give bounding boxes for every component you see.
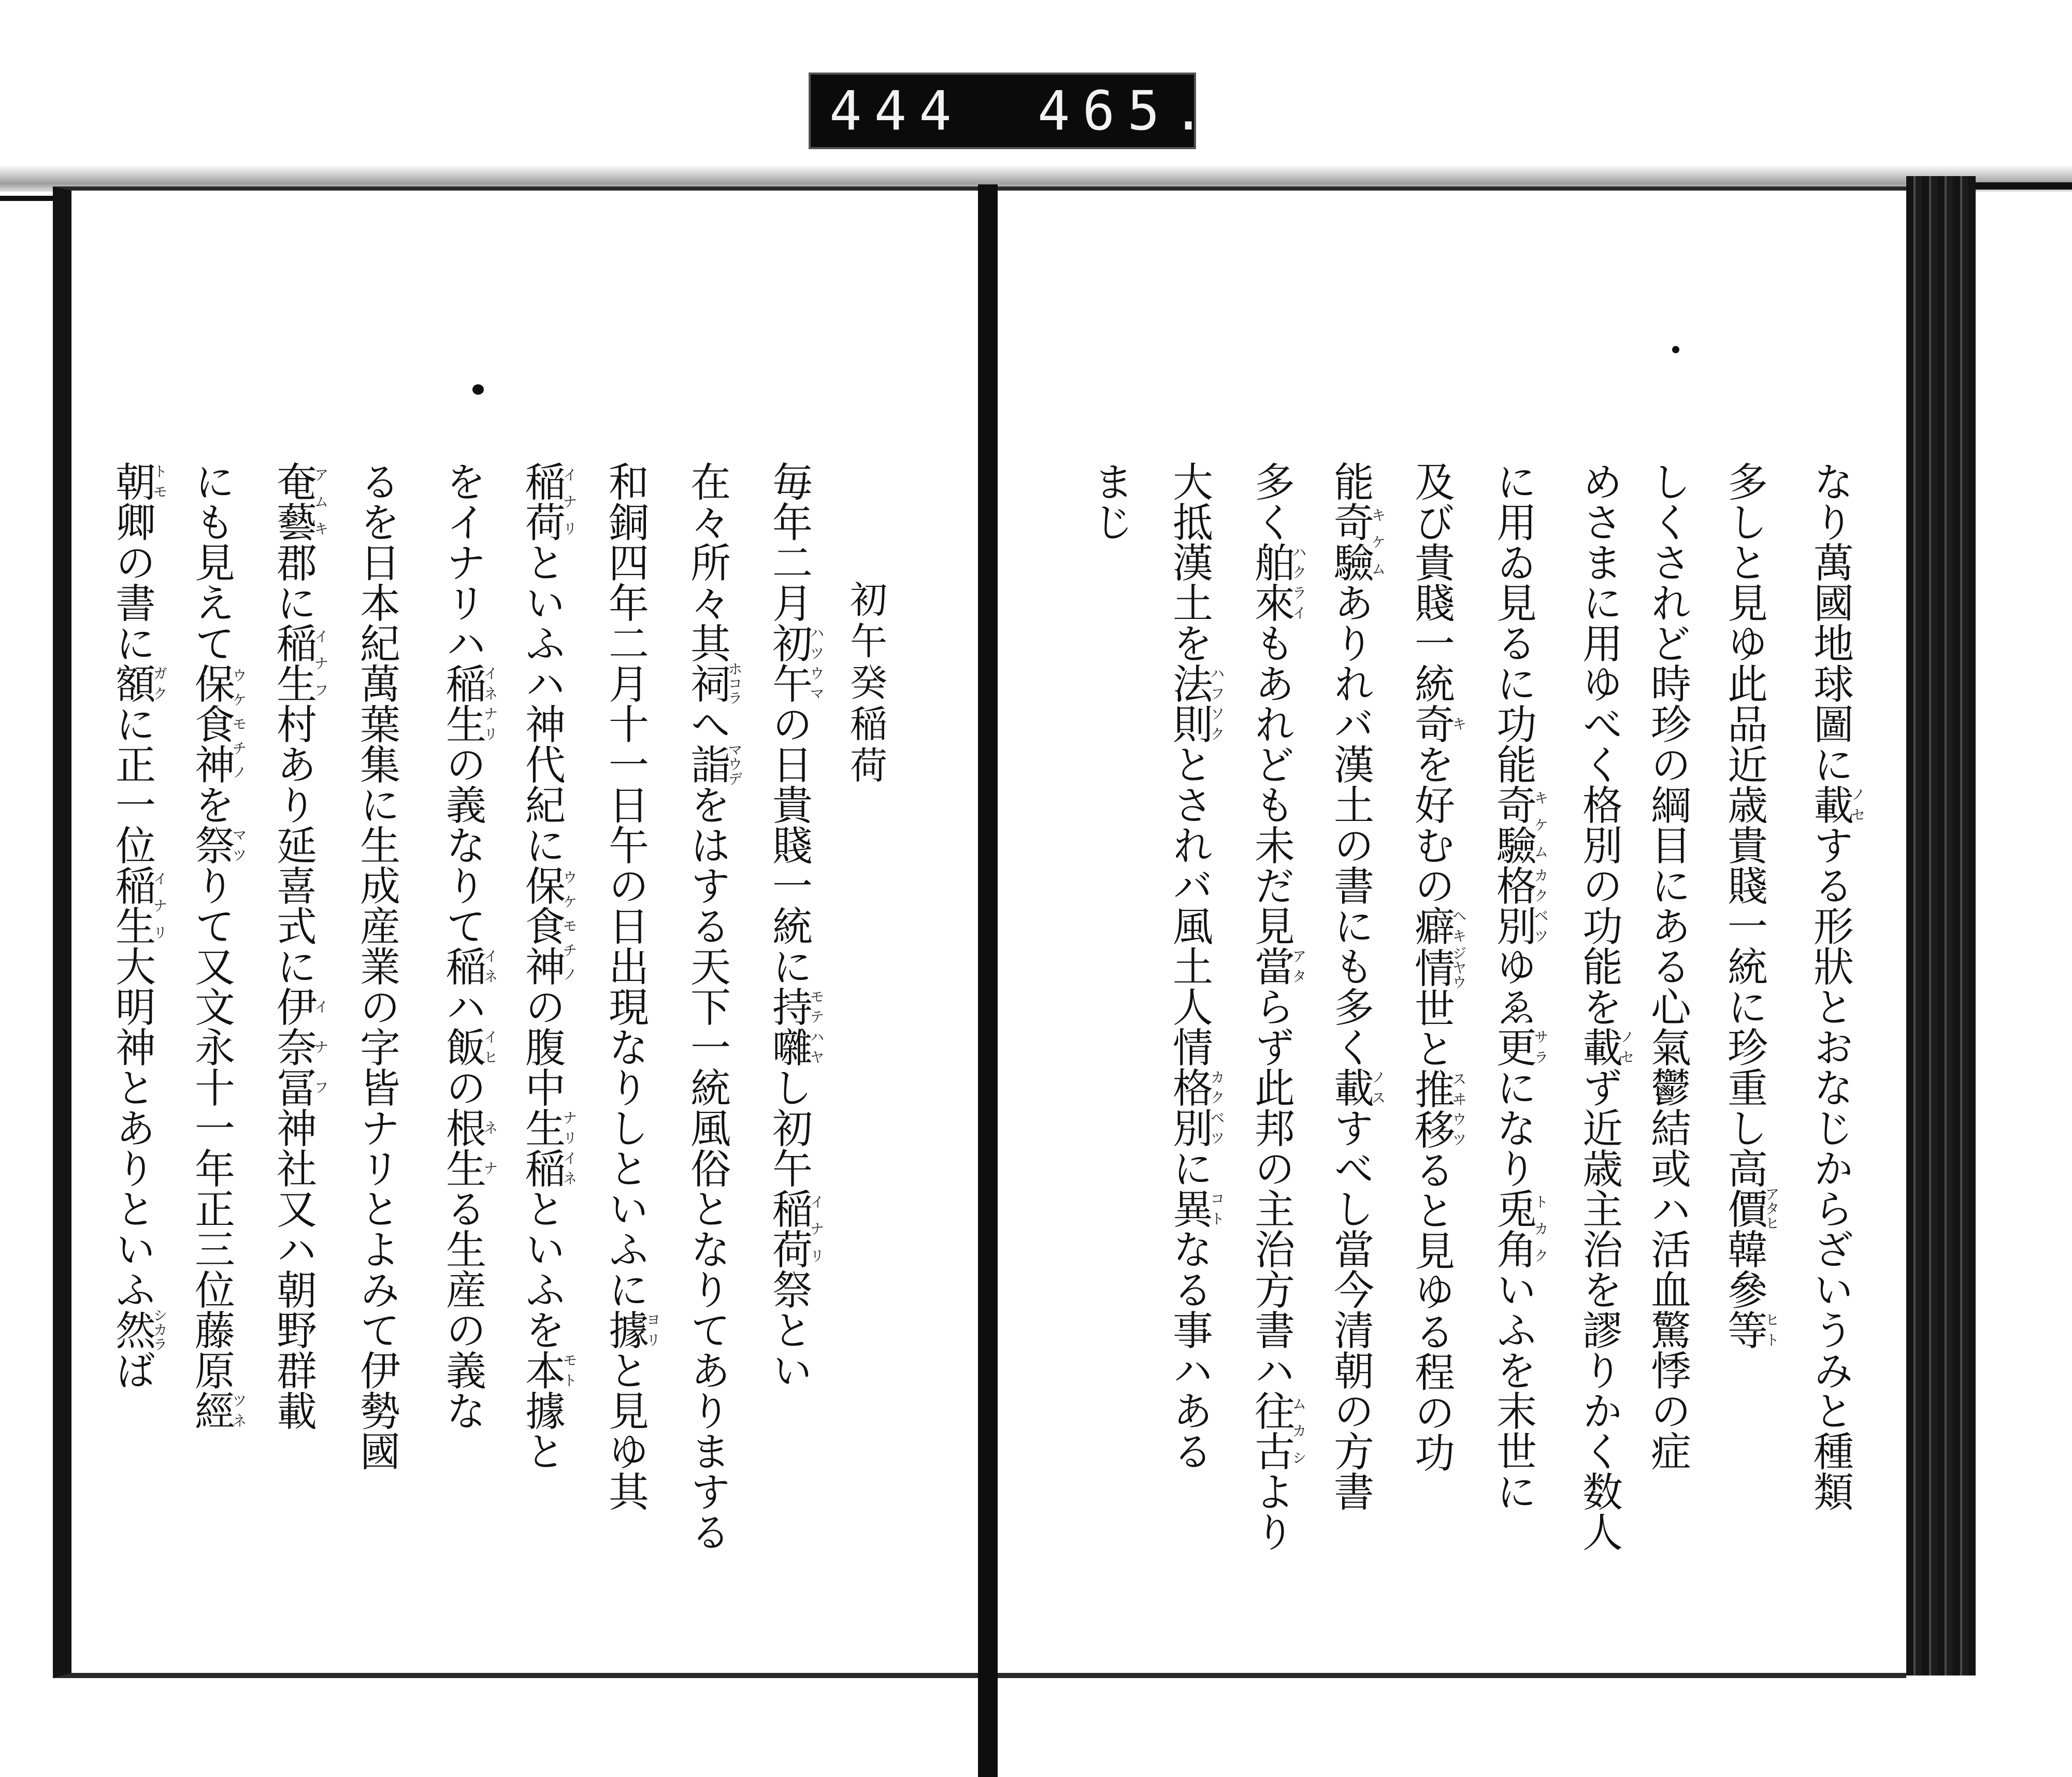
text-run: なる事ハある (1166, 1229, 1213, 1471)
furigana: イナリ (560, 461, 578, 542)
text-run: 大抵漢土を (1166, 461, 1213, 663)
ruby-word: 異コト (1166, 1188, 1226, 1229)
text-run: に正一位 (109, 703, 155, 865)
ruby-word: 祠ホコラ (684, 661, 743, 705)
text-run: ありれバ漢土の書にも多く (1327, 582, 1374, 1067)
furigana: ナ (481, 1148, 499, 1188)
furigana: トモ (151, 461, 168, 501)
text-run: らず此邦の主治方書ハ (1248, 986, 1294, 1390)
text-run: といふを (519, 1188, 565, 1350)
furigana: イネ (481, 946, 499, 986)
furigana: ネ (481, 1107, 499, 1148)
ruby-word: 伊奈冨イナフ (270, 986, 329, 1107)
text-run: にも見えて (188, 461, 235, 663)
ruby-word: 經ツネ (188, 1390, 248, 1431)
text-run: 世と (1408, 988, 1455, 1068)
ruby-word: 癖ヘキ (1408, 905, 1467, 946)
ruby-word: 保食神ウケモチノ (519, 865, 578, 986)
book-spine (978, 184, 998, 1777)
ruby-word: 更サラ (1490, 1027, 1549, 1067)
ruby-word: 推移スヰウツ (1408, 1068, 1467, 1149)
ruby-word: 祭マツ (188, 825, 248, 865)
furigana: ヒト (1763, 1309, 1780, 1350)
ruby-word: 奇驗キケム (1490, 784, 1549, 865)
ruby-word: 等ヒト (1721, 1309, 1780, 1350)
text-run: を好むの (1408, 744, 1455, 905)
ruby-word: 載ノセ (1576, 1027, 1635, 1067)
text-run: する形狀とおなじからざいうみと種類 (1807, 825, 1853, 1511)
furigana: モテハヤ (808, 986, 825, 1067)
ruby-word: 稲生イナフ (270, 623, 329, 703)
ruby-word: 額ガク (109, 663, 168, 703)
ruby-word: 格別カクベツ (1166, 1067, 1226, 1148)
ruby-word: 兎角トカク (1490, 1188, 1549, 1269)
furigana: ジヤウ (1450, 946, 1467, 989)
text-run: ハ (439, 986, 486, 1027)
furigana: カクベツ (1208, 1067, 1226, 1148)
text-column (421, 461, 504, 1611)
furigana: トカク (1532, 1188, 1549, 1269)
text-run: しくされど時珍の綱目にある心氣鬱結或ハ活血驚悸の症 (1644, 461, 1691, 1471)
text-column (170, 461, 253, 1611)
ruby-word: 稲イネ (439, 946, 499, 986)
text-column (584, 461, 667, 1611)
text-run: 多く (1248, 461, 1294, 542)
ruby-word: 奇驗キケム (1327, 501, 1387, 582)
text-run: 大明神とありといふ (109, 946, 155, 1309)
furigana: ノス (1369, 1067, 1387, 1107)
page-stack-edge (1906, 176, 1976, 1675)
text-run: ば (109, 1350, 155, 1390)
furigana: スヰウツ (1450, 1068, 1467, 1149)
furigana: ハツウマ (808, 623, 825, 703)
tag-left-number: 444 (829, 79, 964, 142)
furigana: イナリ (808, 1188, 825, 1269)
ruby-word: 然シカラ (109, 1308, 168, 1351)
ruby-word: 情ジヤウ (1408, 946, 1467, 989)
text-run: もあれども未だ見 (1248, 623, 1294, 946)
text-column (1558, 461, 1641, 1611)
text-run: 在々所々其 (684, 461, 730, 663)
text-run: 據と (519, 1390, 565, 1471)
text-column (1309, 461, 1392, 1611)
furigana: イナリ (151, 865, 168, 946)
furigana: モト (560, 1350, 578, 1390)
text-run: といふハ神代紀に (519, 542, 565, 865)
text-run: を (188, 784, 235, 825)
furigana: イネナリ (481, 663, 499, 744)
text-column (1703, 461, 1786, 1611)
furigana: ホコラ (726, 661, 743, 705)
furigana: ナリイネ (560, 1107, 578, 1188)
text-run: へ (684, 703, 730, 744)
text-column (252, 461, 335, 1611)
text-run: 祭とい (766, 1269, 812, 1390)
ruby-word: 持囃モテハヤ (766, 986, 825, 1067)
furigana: ハクライ (1290, 542, 1307, 623)
furigana: アムキ (312, 461, 329, 542)
furigana: ノセ (1618, 1027, 1635, 1067)
text-run: 毎年二月 (766, 461, 812, 623)
tag-right-number: 465. (1038, 79, 1217, 142)
ruby-word: 格別カクベツ (1490, 865, 1549, 946)
text-run: とされバ風土人情 (1166, 744, 1213, 1067)
text-run: と見ゆ其 (602, 1350, 649, 1511)
text-run: 郡に (270, 542, 316, 623)
furigana: イヒ (481, 1027, 499, 1067)
ruby-word: 詣マウデ (684, 742, 743, 786)
text-run: の (439, 1067, 486, 1107)
text-run: をイナリハ (439, 461, 486, 663)
furigana: イナフ (312, 986, 329, 1107)
ruby-word: 舶來ハクライ (1248, 542, 1307, 623)
ruby-word: 法則ハフソク (1166, 663, 1226, 744)
furigana: ハフソク (1208, 663, 1226, 744)
furigana: マツ (230, 825, 248, 865)
text-run: ると見ゆる程の功 (1408, 1149, 1455, 1472)
text-column (1390, 461, 1473, 1611)
text-run: 卿の書に (109, 501, 155, 663)
furigana: ガク (151, 663, 168, 703)
text-run: になり (1490, 1067, 1536, 1188)
text-run: 多しと見ゆ此品近歳貴賤一統に珍重し高 (1721, 461, 1767, 1188)
text-run: めさまに用ゆべく格別の功能を (1576, 461, 1622, 1027)
text-column (1069, 461, 1152, 1611)
text-run: ゆゑ (1490, 946, 1536, 1027)
text-run: より (1248, 1471, 1294, 1552)
text-column (1230, 461, 1313, 1611)
ruby-word: 生ナ (439, 1148, 499, 1188)
furigana: キケム (1532, 784, 1549, 865)
ruby-word: 稲荷イナリ (519, 461, 578, 542)
ruby-word: 初午ハツウマ (766, 623, 825, 703)
furigana: ウケモチノ (230, 663, 248, 784)
ruby-word: 奇キ (1408, 703, 1467, 744)
furigana: キケム (1369, 501, 1387, 582)
ruby-word: 載ノス (1327, 1067, 1387, 1107)
ruby-word: 朝トモ (109, 461, 168, 501)
furigana: キ (1450, 703, 1467, 744)
text-run: の義なりて (439, 744, 486, 946)
text-run: し初午 (766, 1067, 812, 1188)
text-run: 及び貴賤一統 (1408, 461, 1455, 703)
furigana: カクベツ (1532, 865, 1549, 946)
text-column (500, 461, 583, 1611)
ruby-word: 當アタ (1248, 946, 1307, 986)
text-run: まじ (1087, 461, 1133, 542)
text-run: るを日本紀萬葉集に生成産業の字皆ナリとよみて伊勢國 (353, 461, 400, 1471)
furigana: ノセ (1849, 784, 1866, 825)
text-run: る生産の義な (439, 1188, 486, 1431)
text-run: いふを末世に (1490, 1269, 1536, 1511)
text-run: すべし當今清朝の方書 (1327, 1107, 1374, 1511)
text-column (666, 461, 749, 1611)
furigana: ヘキ (1450, 905, 1467, 946)
ruby-word: 據ヨリ (602, 1309, 661, 1350)
furigana: ツネ (230, 1390, 248, 1431)
furigana: イナフ (312, 623, 329, 703)
furigana: ヨリ (644, 1309, 661, 1350)
text-column (1789, 461, 1872, 1611)
text-run: ず近歳主治を謬りかく数人 (1576, 1067, 1622, 1552)
text-column (1472, 461, 1555, 1611)
text-run: なり萬國地球圖に (1807, 461, 1853, 784)
furigana: ムカシ (1290, 1390, 1307, 1471)
ruby-word: 奄藝アムキ (270, 461, 329, 542)
ruby-word: 保食神ウケモチノ (188, 663, 248, 784)
text-column (747, 461, 830, 1611)
ruby-word: 載ノセ (1807, 784, 1866, 825)
furigana: シカラ (151, 1308, 168, 1351)
text-run: 能 (1327, 461, 1374, 501)
ruby-word: 價アタヒ (1721, 1187, 1780, 1230)
section-heading: 初午癸稲荷 (844, 580, 887, 787)
text-run: に用ゐ見るに功能 (1490, 461, 1536, 784)
ruby-word: 飯イヒ (439, 1027, 499, 1067)
text-run: の日貴賤一統に (766, 703, 812, 986)
text-run: 韓參 (1721, 1229, 1767, 1309)
text-run: をはする天下一統風俗となりてありまする (684, 784, 730, 1552)
text-column (335, 461, 418, 1611)
furigana: ウケモチノ (560, 865, 578, 986)
ruby-word: 往古ムカシ (1248, 1390, 1307, 1471)
text-run: 村あり延喜式に (270, 703, 316, 986)
text-run: りて又文永十一年正三位藤原 (188, 865, 235, 1390)
furigana: コト (1208, 1188, 1226, 1229)
furigana: マウデ (726, 742, 743, 786)
text-run: 神社又ハ朝野群載 (270, 1107, 316, 1431)
ink-blot (472, 384, 484, 395)
text-run: の腹中 (519, 986, 565, 1107)
ink-blot (1672, 346, 1679, 353)
ruby-word: 稲荷イナリ (766, 1188, 825, 1269)
archive-number-tag (809, 73, 1217, 149)
scan-edge-line (1968, 182, 2072, 190)
furigana: アタ (1290, 946, 1307, 986)
ruby-word: 根ネ (439, 1107, 499, 1148)
ruby-word: 生稲ナリイネ (519, 1107, 578, 1188)
furigana: サラ (1532, 1027, 1549, 1067)
ruby-word: 稲生イネナリ (439, 663, 499, 744)
text-column (91, 461, 174, 1611)
text-run: 和銅四年二月十一日午の日出現なりしといふに (602, 461, 649, 1309)
text-run: に (1166, 1148, 1213, 1188)
ruby-word: 本モト (519, 1350, 578, 1390)
text-column (1148, 461, 1231, 1611)
ruby-word: 稲生イナリ (109, 865, 168, 946)
furigana: アタヒ (1763, 1187, 1780, 1230)
